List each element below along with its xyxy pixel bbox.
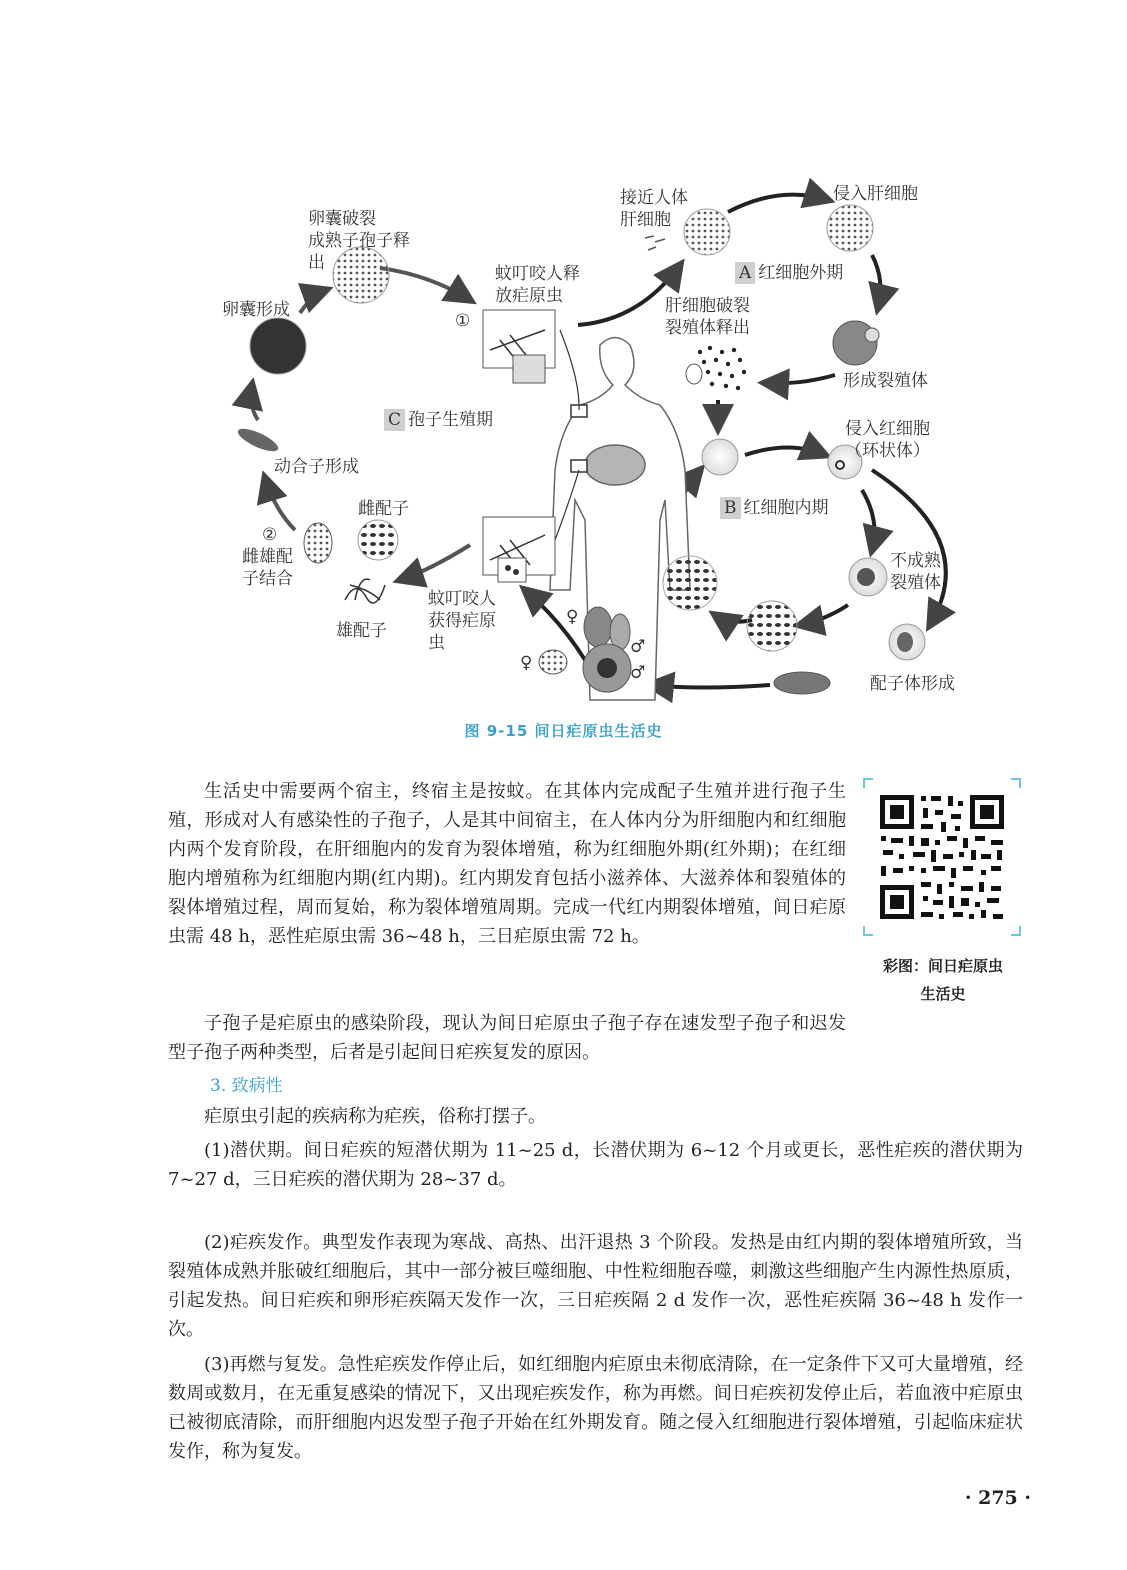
paragraph-malaria-intro: 疟原虫引起的疾病称为疟疾，俗称打摆子。 — [204, 1106, 546, 1127]
rbc-mature-schizont — [747, 601, 797, 651]
label-gametocyte-formation: 配子体形成 — [870, 674, 955, 694]
liver-organ — [585, 445, 645, 485]
label-oocyst-burst: 卵囊破裂 成熟子孢子释 出 — [308, 209, 410, 273]
label-invade-rbc: 侵入红细胞 （环状体） — [845, 419, 930, 461]
page-number: · 275 · — [964, 1487, 1031, 1509]
rbc-burst — [663, 556, 717, 610]
paragraph-sporozoite: 子孢子是疟原虫的感染阶段，现认为间日疟原虫子孢子存在速发型子孢子和迟发型子孢子两种类型，后者是引起间日疟疾复发的原因。 — [168, 1013, 846, 1063]
male-symbol-upper: ♂ — [630, 637, 646, 657]
label-invade-hepatocyte: 侵入肝细胞 — [833, 184, 918, 204]
label-immature-schizont: 不成熟 裂殖体 — [890, 551, 941, 593]
ookinete — [235, 424, 281, 455]
mosquito-box-2 — [483, 517, 555, 582]
hepatocyte-approach — [684, 209, 730, 255]
paragraph-relapse: (3)再燃与复发。急性疟疾发作停止后，如红细胞内疟原虫未彻底清除，在一定条件下又可大量增殖，经数周或数月，在无重复感染的情况下，又出现疟疾发作，称为再燃。间日疟疾初发停止后，若血液中疟原虫已被彻底清除，而肝细胞内迟发型子孢子开始在红外期发育。随之侵入红细胞进行裂体增殖，引起临床症状发作，称为复发。 — [168, 1354, 1023, 1462]
female-gamete-cell — [358, 520, 398, 560]
qr-caption: 彩图：间日疟原虫 生活史 — [882, 957, 1003, 1003]
section-heading-pathogenicity: 3. 致病性 — [210, 1076, 283, 1096]
female-symbol-lower: ♀ — [520, 653, 533, 673]
label-hepatocyte-burst: 肝细胞破裂 裂殖体释出 — [665, 296, 750, 338]
mosquito-box-1 — [483, 310, 555, 383]
malaria-life-cycle-diagram — [0, 0, 1127, 760]
merozoites-released — [698, 346, 746, 390]
label-mosquito-bite-release: 蚊叮咬人释 放疟原虫 — [495, 264, 580, 306]
liver-schizont — [833, 321, 877, 365]
label-approach-hepatocyte: 接近人体 肝细胞 — [620, 188, 688, 230]
male-gamete-cell — [345, 579, 385, 603]
female-symbol-upper: ♀ — [566, 607, 579, 627]
paragraph-life-cycle: 生活史中需要两个宿主，终宿主是按蚊。在其体内完成配子生殖并进行孢子生殖，形成对人有感染性的子孢子，人是其中间宿主，在人体内分为肝细胞内和红细胞内两个发育阶段，在肝细胞内的发育为裂体增殖，称为红细胞外期(红外期)；在红细胞内增殖称为红细胞内期(红内期)。红内期发育包括小滋养体、大滋养体和裂殖体的裂体增殖过程，周而复始，称为裂体增殖周期。完成一代红内期裂体增殖，间日疟原虫需 48 h，恶性疟原虫需 36~48 h，三日疟原虫需 72 h。 — [168, 781, 846, 947]
label-form-schizont: 形成裂殖体 — [843, 371, 928, 391]
qr-code-frame[interactable] — [863, 778, 1021, 936]
label-mosquito-bite-acquire: 蚊叮咬人 获得疟原 虫 — [428, 589, 496, 653]
label-oocyst-formation: 卵囊形成 — [222, 300, 290, 320]
rbc-uninfected — [702, 439, 738, 475]
stage-a-label: A 红细胞外期 — [735, 262, 843, 284]
zygote — [304, 523, 332, 563]
qr-code — [863, 778, 1021, 936]
stage-b-label: B 红细胞内期 — [720, 497, 829, 519]
label-gamete-fusion: 雌雄配 子结合 — [242, 547, 293, 589]
figure-caption: 图 9-15 间日疟原虫生活史 — [464, 722, 663, 740]
label-circle-1: ① — [455, 311, 471, 331]
male-symbol-lower: ♂ — [630, 663, 646, 683]
label-circle-2: ② — [262, 525, 278, 545]
hepatocyte-invaded — [827, 205, 873, 251]
paragraph-attack: (2)疟疾发作。典型发作表现为寒战、高热、出汗退热 3 个阶段。发热是由红内期的裂体增殖所致，当裂殖体成熟并胀破红细胞后，其中一部分被巨噬细胞、中性粒细胞吞噬，刺激这些细胞产生内源性热原质，引起发热。间日疟疾和卵形疟疾隔天发作一次，三日疟疾隔 2 d 发作一次，恶性疟疾隔 36~48 h 发作一次。 — [168, 1232, 1023, 1340]
stage-c-label: C 孢子生殖期 — [384, 409, 493, 431]
paragraph-incubation: (1)潜伏期。间日疟疾的短潜伏期为 11~25 d，长潜伏期为 6~12 个月或更长，恶性疟疾的潜伏期为 7~27 d，三日疟疾的潜伏期为 28~37 d。 — [168, 1140, 1023, 1190]
label-female-gamete: 雌配子 — [358, 499, 409, 519]
label-ookinete: 动合子形成 — [274, 457, 359, 477]
label-male-gamete: 雄配子 — [336, 621, 387, 641]
gametocyte-crescent — [774, 672, 830, 694]
